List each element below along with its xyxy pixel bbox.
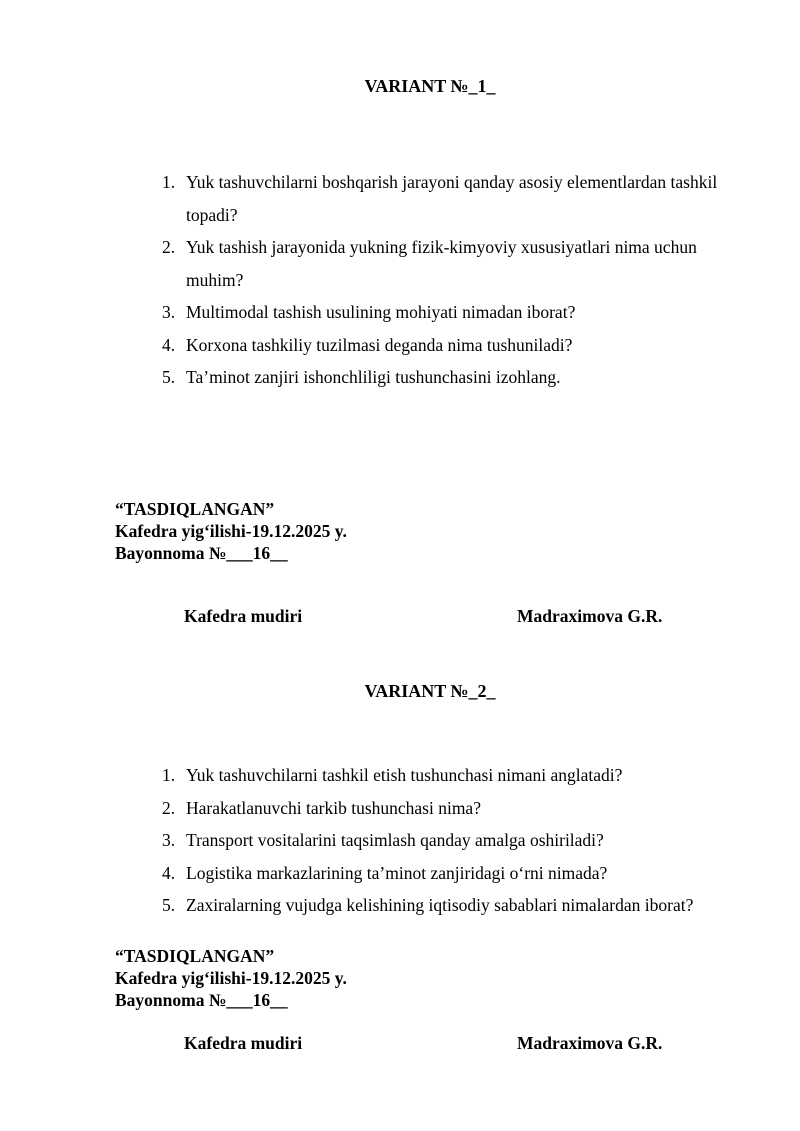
- variant-1-question-list: [158, 166, 748, 394]
- question-text: Harakatlanuvchi tarkib tushunchasi nima?: [186, 797, 481, 818]
- question-text: Multimodal tashish usulining mohiyati nimadan iborat?: [186, 302, 576, 322]
- question-text: Yuk tashish jarayonida yukning fizik-kimyoviy xususiyatlari nima uchun muhim?: [186, 237, 697, 290]
- question-text: Korxona tashkiliy tuzilmasi deganda nima tushuniladi?: [186, 334, 573, 355]
- question-number: 5.: [162, 895, 176, 915]
- question-text: Ta’minot zanjiri ishonchliligi tushunchasini izohlang.: [186, 367, 561, 387]
- question-item: [158, 361, 748, 394]
- approval-protocol: Bayonnoma №___16__: [115, 543, 288, 563]
- question-item: [158, 166, 748, 231]
- question-text: Zaxiralarning vujudga kelishining iqtisodiy sabablari nimalardan iborat?: [186, 895, 694, 915]
- variant-1-signature-name: Madraximova G.R.: [517, 606, 663, 626]
- variant-2-signature-role: Kafedra mudiri: [184, 1033, 303, 1053]
- question-number: 4.: [162, 334, 176, 355]
- variant-2-title: VARIANT №_2_: [364, 681, 496, 701]
- question-item: [158, 889, 748, 922]
- question-item: [158, 296, 748, 329]
- question-item: [158, 857, 748, 890]
- approval-meeting: Kafedra yig‘ilishi-19.12.2025 y.: [115, 521, 347, 541]
- question-item: [158, 759, 748, 792]
- variant-2-signature-name: Madraximova G.R.: [517, 1033, 663, 1053]
- approval-status: “TASDIQLANGAN”: [115, 499, 275, 519]
- approval-protocol: Bayonnoma №___16__: [115, 990, 288, 1010]
- question-item: [158, 792, 748, 825]
- question-number: 4.: [162, 862, 176, 883]
- question-item: [158, 329, 748, 362]
- question-item: [158, 231, 748, 296]
- question-text: Logistika markazlarining ta’minot zanjiridagi o‘rni nimada?: [186, 862, 608, 883]
- variant-1-title: VARIANT №_1_: [364, 76, 496, 96]
- question-text: Yuk tashuvchilarni tashkil etish tushunchasi nimani anglatadi?: [186, 765, 623, 785]
- question-number: 1.: [162, 172, 176, 192]
- variant-2-question-list: [158, 759, 748, 922]
- approval-meeting: Kafedra yig‘ilishi-19.12.2025 y.: [115, 968, 347, 988]
- variant-1-approval-block: [115, 498, 347, 564]
- question-number: 1.: [162, 765, 176, 785]
- question-number: 3.: [162, 302, 176, 322]
- variant-1-signature-role: Kafedra mudiri: [184, 606, 303, 626]
- question-text: Transport vositalarini taqsimlash qanday amalga oshiriladi?: [186, 830, 604, 850]
- question-number: 2.: [162, 237, 176, 257]
- question-number: 3.: [162, 830, 176, 850]
- question-number: 5.: [162, 367, 176, 387]
- question-item: [158, 824, 748, 857]
- approval-status: “TASDIQLANGAN”: [115, 946, 275, 966]
- variant-2-approval-block: [115, 945, 347, 1011]
- question-number: 2.: [162, 797, 176, 818]
- question-text: Yuk tashuvchilarni boshqarish jarayoni qanday asosiy elementlardan tashkil topadi?: [186, 172, 718, 225]
